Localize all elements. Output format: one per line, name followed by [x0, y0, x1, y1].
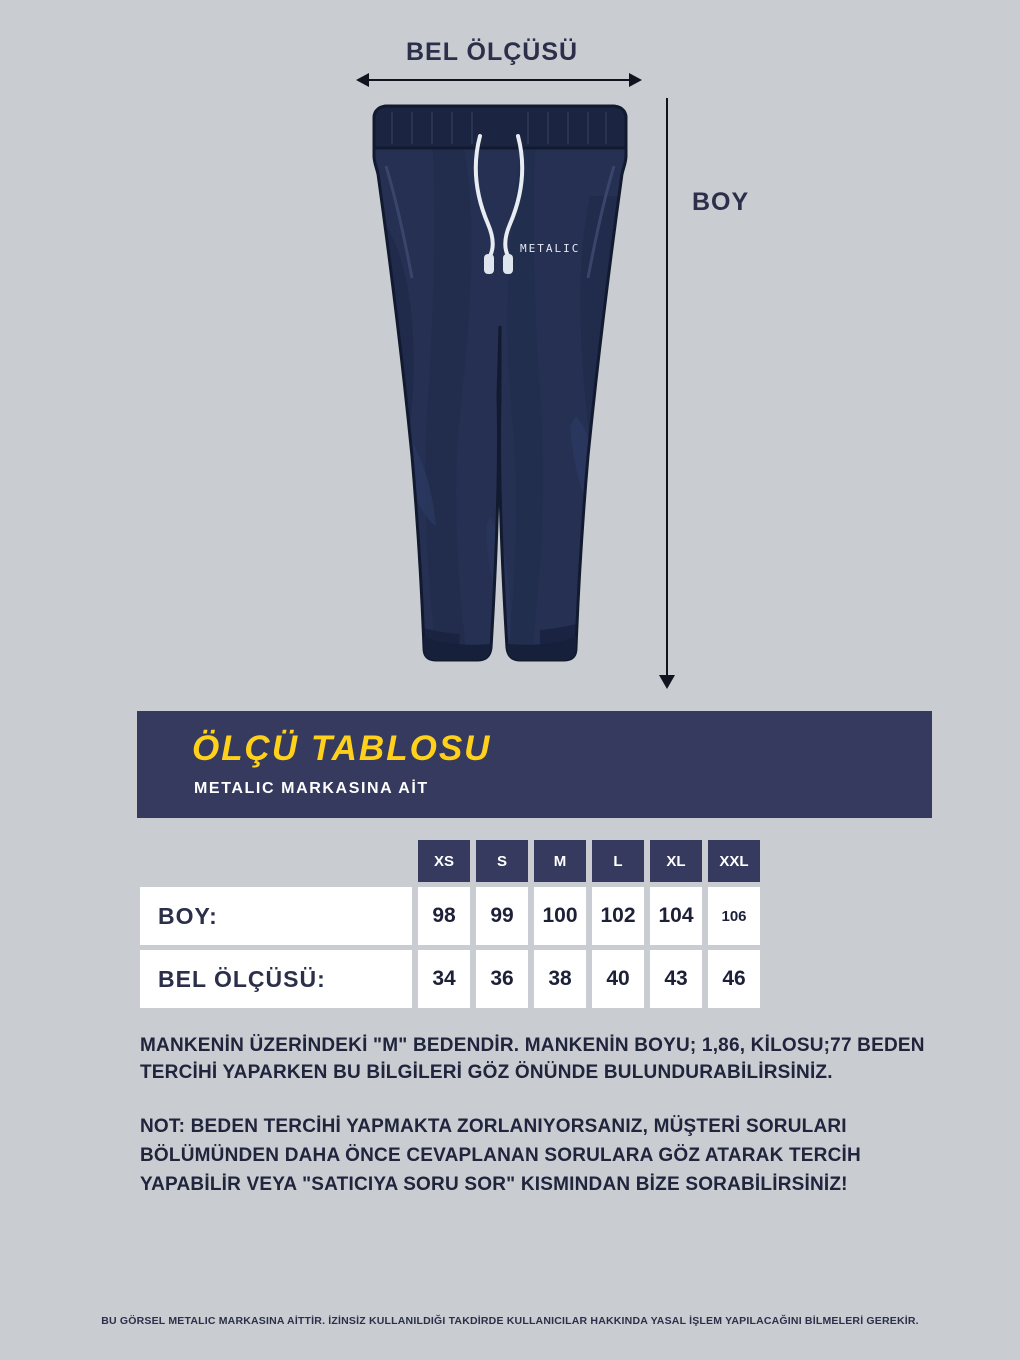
header-corner-cell: [140, 840, 412, 882]
bel-m: 38: [534, 950, 586, 1008]
size-header-xxl: XXL: [708, 840, 760, 882]
bel-l: 40: [592, 950, 644, 1008]
size-header-xl: XL: [650, 840, 702, 882]
row-label-boy: BOY:: [140, 887, 412, 945]
boy-m: 100: [534, 887, 586, 945]
size-table: [140, 840, 766, 1013]
copyright-footer: BU GÖRSEL METALIC MARKASINA AİTTİR. İZİNSİZ KULLANILDIĞI TAKDİRDE KULLANICILAR HAKKINDA YASAL İŞLEM YAPILACAĞINI BİLMELERİ GEREKİR.: [101, 1315, 919, 1327]
boy-l: 102: [592, 887, 644, 945]
bel-xxl: 46: [708, 950, 760, 1008]
bel-xl: 43: [650, 950, 702, 1008]
table-subtitle: METALIC MARKASINA AİT: [194, 780, 429, 797]
size-header-m: M: [534, 840, 586, 882]
table-title: ÖLÇÜ TABLOSU: [192, 729, 492, 768]
waist-measure-arrow: [368, 79, 630, 81]
table-title-band: [137, 711, 932, 818]
boy-xl: 104: [650, 887, 702, 945]
size-header-xs: XS: [418, 840, 470, 882]
boy-xxl: 106: [708, 887, 760, 945]
table-header-row: [140, 840, 766, 882]
size-header-l: L: [592, 840, 644, 882]
table-row: [140, 887, 766, 945]
row-label-bel: BEL ÖLÇÜSÜ:: [140, 950, 412, 1008]
boy-xs: 98: [418, 887, 470, 945]
boy-s: 99: [476, 887, 528, 945]
brand-print: METALIC: [520, 242, 581, 255]
note-model-info: MANKENİN ÜZERİNDEKİ "M" BEDENDİR. MANKENİN BOYU; 1,86, KİLOSU;77 BEDEN TERCİHİ YAPARKEN BU BİLGİLERİ GÖZ ÖNÜNDE BULUNDURABİLİRSİNİZ.: [140, 1035, 925, 1083]
size-header-s: S: [476, 840, 528, 882]
waist-measure-label: BEL ÖLÇÜSÜ: [406, 38, 579, 66]
note-size-help: NOT: BEDEN TERCİHİ YAPMAKTA ZORLANIYORSANIZ, MÜŞTERİ SORULARI BÖLÜMÜNDEN DAHA ÖNCE CEVAPLANAN SORULARA GÖZ ATARAK TERCİH YAPABİLİR VEYA "SATICIYA SORU SOR" KISMINDAN BİZE SORABİLİRSİNİZ!: [140, 1116, 861, 1195]
notes-section: [140, 1032, 930, 1225]
length-measure-arrow: [666, 98, 668, 676]
table-row: [140, 950, 766, 1008]
sweatpants-illustration: [340, 96, 660, 676]
length-measure-label: BOY: [692, 188, 750, 216]
bel-xs: 34: [418, 950, 470, 1008]
bel-s: 36: [476, 950, 528, 1008]
